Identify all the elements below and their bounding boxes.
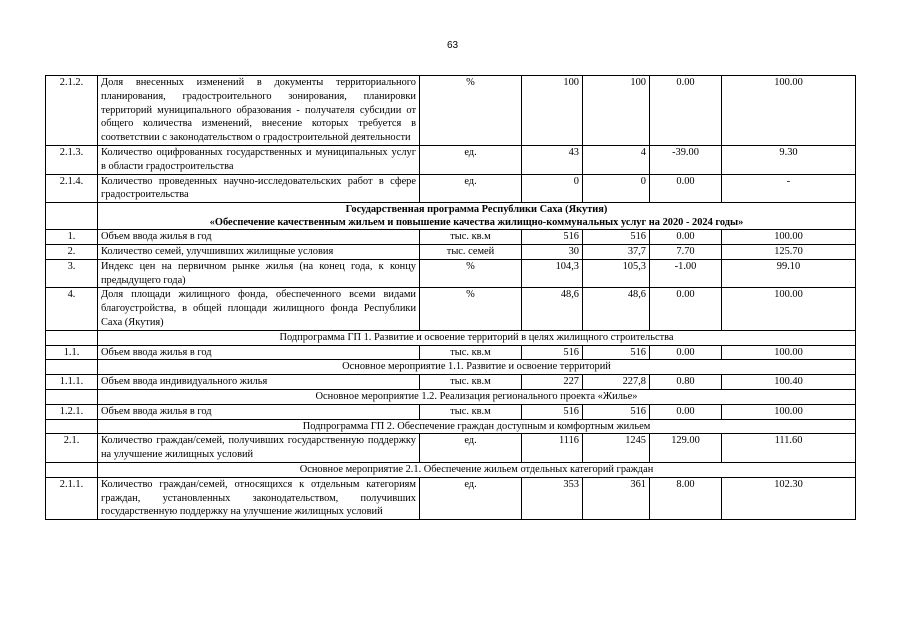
- page-number: 63: [446, 40, 459, 51]
- table-row: [46, 404, 856, 419]
- actual-value: 361: [583, 477, 650, 519]
- deviation-value: 0.00: [650, 404, 722, 419]
- actual-value: 48,6: [583, 288, 650, 330]
- planned-value: 516: [522, 230, 583, 245]
- subprogram-header-row: [46, 389, 856, 404]
- actual-value: 0: [583, 174, 650, 203]
- subprogram-header-row: [46, 360, 856, 375]
- indicator-name: Индекс цен на первичном рынке жилья (на конец года, к концу предыдущего года): [98, 259, 420, 288]
- actual-value: 100: [583, 76, 650, 146]
- program-title: [98, 203, 856, 230]
- indicator-name: Объем ввода жилья в год: [98, 404, 420, 419]
- table-row: [46, 174, 856, 203]
- unit-cell: ед.: [420, 145, 522, 174]
- unit-cell: %: [420, 76, 522, 146]
- completion-percent: 100.00: [722, 76, 856, 146]
- planned-value: 30: [522, 244, 583, 259]
- planned-value: 516: [522, 404, 583, 419]
- indicator-name: Количество проведенных научно-исследовательских работ в сфере градостроительства: [98, 174, 420, 203]
- table-row: [46, 477, 856, 519]
- actual-value: 516: [583, 404, 650, 419]
- unit-cell: ед.: [420, 434, 522, 463]
- completion-percent: 125.70: [722, 244, 856, 259]
- empty-cell: [46, 360, 98, 375]
- empty-cell: [46, 462, 98, 477]
- deviation-value: 0.00: [650, 76, 722, 146]
- indicator-name: Объем ввода индивидуального жилья: [98, 375, 420, 390]
- planned-value: 516: [522, 345, 583, 360]
- indicator-name: Количество оцифрованных государственных и муниципальных услуг в области градостроительства: [98, 145, 420, 174]
- empty-cell: [46, 330, 98, 345]
- indicator-name: Доля площади жилищного фонда, обеспеченного всеми видами благоустройства, в общей площади жилищного фонда Республики Саха (Якутия): [98, 288, 420, 330]
- row-number: 3.: [46, 259, 98, 288]
- planned-value: 1116: [522, 434, 583, 463]
- subprogram-header-row: [46, 419, 856, 434]
- actual-value: 1245: [583, 434, 650, 463]
- completion-percent: 99.10: [722, 259, 856, 288]
- completion-percent: 111.60: [722, 434, 856, 463]
- row-number: 2.1.: [46, 434, 98, 463]
- program-header-row: [46, 203, 856, 230]
- row-number: 4.: [46, 288, 98, 330]
- indicator-name: Объем ввода жилья в год: [98, 345, 420, 360]
- deviation-value: 0.00: [650, 345, 722, 360]
- planned-value: 353: [522, 477, 583, 519]
- deviation-value: -1.00: [650, 259, 722, 288]
- completion-percent: 100.00: [722, 230, 856, 245]
- unit-cell: тыс. кв.м: [420, 345, 522, 360]
- row-number: 2.1.2.: [46, 76, 98, 146]
- row-number: 2.1.3.: [46, 145, 98, 174]
- subprogram-header-row: [46, 330, 856, 345]
- table-row: [46, 244, 856, 259]
- table-row: [46, 76, 856, 146]
- deviation-value: 0.80: [650, 375, 722, 390]
- unit-cell: тыс. семей: [420, 244, 522, 259]
- indicator-name: Объем ввода жилья в год: [98, 230, 420, 245]
- planned-value: 100: [522, 76, 583, 146]
- actual-value: 516: [583, 230, 650, 245]
- unit-cell: тыс. кв.м: [420, 375, 522, 390]
- unit-cell: ед.: [420, 174, 522, 203]
- row-number: 1.2.1.: [46, 404, 98, 419]
- deviation-value: 8.00: [650, 477, 722, 519]
- table-row: [46, 345, 856, 360]
- subprogram-title: Основное мероприятие 1.1. Развитие и освоение территорий: [98, 360, 856, 375]
- subprogram-title: Подпрограмма ГП 1. Развитие и освоение территорий в целях жилищного строительства: [98, 330, 856, 345]
- row-number: 1.1.: [46, 345, 98, 360]
- unit-cell: ед.: [420, 477, 522, 519]
- deviation-value: -39.00: [650, 145, 722, 174]
- subprogram-title: Основное мероприятие 1.2. Реализация регионального проекта «Жилье»: [98, 389, 856, 404]
- table-row: [46, 434, 856, 463]
- program-title-line-2: «Обеспечение качественным жильем и повышение качества жилищно-коммунальных услуг на 2020 - 2024 годы»: [209, 217, 744, 229]
- deviation-value: 129.00: [650, 434, 722, 463]
- indicator-name: Количество граждан/семей, относящихся к отдельным категориям граждан, установленных законодательством, получивших государственную поддержку на улучшение жилищных условий: [98, 477, 420, 519]
- planned-value: 43: [522, 145, 583, 174]
- completion-percent: 9.30: [722, 145, 856, 174]
- row-number: 2.: [46, 244, 98, 259]
- indicator-name: Количество семей, улучшивших жилищные условия: [98, 244, 420, 259]
- subprogram-title: Подпрограмма ГП 2. Обеспечение граждан доступным и комфортным жильем: [98, 419, 856, 434]
- row-number: 1.: [46, 230, 98, 245]
- unit-cell: %: [420, 259, 522, 288]
- table-row: [46, 375, 856, 390]
- actual-value: 227,8: [583, 375, 650, 390]
- row-number: 2.1.1.: [46, 477, 98, 519]
- subprogram-title: Основное мероприятие 2.1. Обеспечение жильем отдельных категорий граждан: [98, 462, 856, 477]
- planned-value: 48,6: [522, 288, 583, 330]
- row-number: 1.1.1.: [46, 375, 98, 390]
- planned-value: 0: [522, 174, 583, 203]
- completion-percent: -: [722, 174, 856, 203]
- completion-percent: 100.00: [722, 345, 856, 360]
- completion-percent: 100.00: [722, 404, 856, 419]
- actual-value: 37,7: [583, 244, 650, 259]
- table-row: [46, 230, 856, 245]
- completion-percent: 102.30: [722, 477, 856, 519]
- empty-cell: [46, 389, 98, 404]
- table-row: [46, 288, 856, 330]
- actual-value: 516: [583, 345, 650, 360]
- program-title-line-1: Государственная программа Республики Саха (Якутия): [345, 204, 608, 216]
- empty-cell: [46, 419, 98, 434]
- completion-percent: 100.40: [722, 375, 856, 390]
- unit-cell: тыс. кв.м: [420, 404, 522, 419]
- completion-percent: 100.00: [722, 288, 856, 330]
- subprogram-header-row: [46, 462, 856, 477]
- planned-value: 227: [522, 375, 583, 390]
- row-number: 2.1.4.: [46, 174, 98, 203]
- unit-cell: %: [420, 288, 522, 330]
- table-row: [46, 259, 856, 288]
- empty-cell: [46, 203, 98, 230]
- unit-cell: тыс. кв.м: [420, 230, 522, 245]
- indicators-table: [45, 75, 856, 520]
- deviation-value: 0.00: [650, 174, 722, 203]
- deviation-value: 0.00: [650, 230, 722, 245]
- indicator-name: Количество граждан/семей, получивших государственную поддержку на улучшение жилищных условий: [98, 434, 420, 463]
- deviation-value: 7.70: [650, 244, 722, 259]
- actual-value: 4: [583, 145, 650, 174]
- deviation-value: 0.00: [650, 288, 722, 330]
- indicator-name: Доля внесенных изменений в документы территориального планирования, градостроительного зонирования, планировки территорий муниципального образования - получателя субсидии от общего количества изменений, внесение которых требуется в соответствии с законодательством о градостроительной деятельности: [98, 76, 420, 146]
- planned-value: 104,3: [522, 259, 583, 288]
- table-row: [46, 145, 856, 174]
- actual-value: 105,3: [583, 259, 650, 288]
